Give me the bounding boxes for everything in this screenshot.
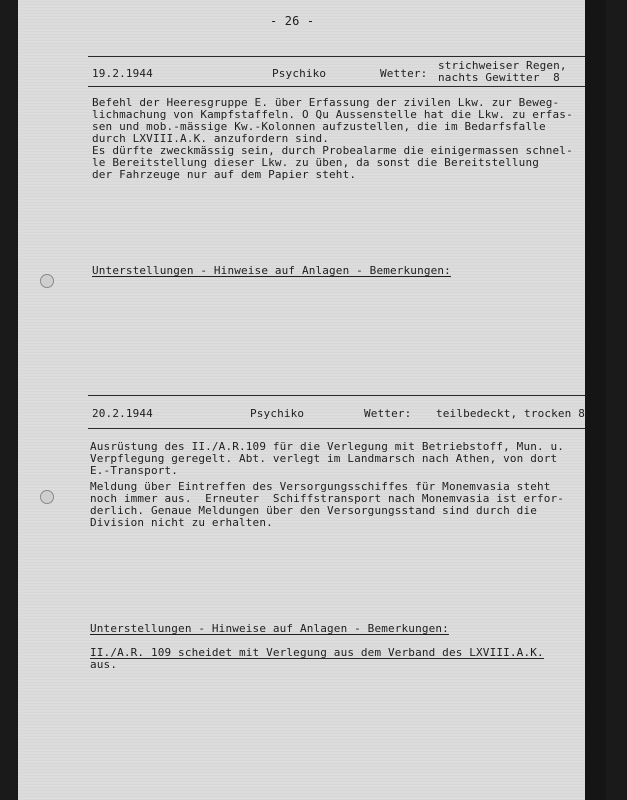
body-line: derlich. Genaue Meldungen über den Versorgungsstand sind durch die bbox=[90, 504, 537, 517]
body-line: Meldung über Eintreffen des Versorgungsschiffes für Monemvasia steht bbox=[90, 480, 551, 493]
entry-date: 19.2.1944 bbox=[92, 67, 153, 80]
weather-line: strichweiser Regen, bbox=[438, 59, 567, 72]
entry-top-rule bbox=[88, 56, 596, 57]
body-line: durch LXVIII.A.K. anzufordern sind. bbox=[92, 132, 330, 145]
entry-date: 20.2.1944 bbox=[92, 407, 153, 420]
body-line: noch immer aus. Erneuter Schiffstransport nach Monemvasia ist erfor- bbox=[90, 492, 565, 505]
entry-place: Psychiko bbox=[250, 407, 305, 420]
entry-place: Psychiko bbox=[272, 67, 327, 80]
body-line: Verpflegung geregelt. Abt. verlegt im Landmarsch nach Athen, von dort bbox=[90, 452, 558, 465]
remarks-line: aus. bbox=[90, 658, 118, 671]
entry-header-rule bbox=[88, 86, 596, 87]
document-page bbox=[18, 0, 606, 800]
weather-label: Wetter: bbox=[364, 407, 412, 420]
remarks-heading: Unterstellungen - Hinweise auf Anlagen - Bemerkungen: bbox=[92, 264, 451, 277]
body-line: le Bereitstellung dieser Lkw. zu üben, da sonst die Bereitstellung bbox=[92, 156, 539, 169]
scan-edge bbox=[585, 0, 606, 800]
punch-hole bbox=[40, 490, 54, 504]
body-line: sen und mob.-mässige Kw.-Kolonnen aufzustellen, die im Bedarfsfalle bbox=[92, 120, 546, 133]
weather-label: Wetter: bbox=[380, 67, 428, 80]
weather-line: teilbedeckt, trocken 8 bbox=[436, 407, 585, 420]
body-line: E.-Transport. bbox=[90, 464, 179, 477]
body-line: lichmachung von Kampfstaffeln. O Qu Aussenstelle hat die Lkw. zu erfas- bbox=[92, 108, 573, 121]
entry-top-rule bbox=[88, 395, 596, 396]
weather-line: nachts Gewitter 8 bbox=[438, 71, 560, 84]
punch-hole bbox=[40, 274, 54, 288]
remarks-heading: Unterstellungen - Hinweise auf Anlagen - Bemerkungen: bbox=[90, 622, 449, 635]
entry-header-rule bbox=[88, 428, 596, 429]
body-line: Division nicht zu erhalten. bbox=[90, 516, 273, 529]
body-line: der Fahrzeuge nur auf dem Papier steht. bbox=[92, 168, 357, 181]
body-line: Befehl der Heeresgruppe E. über Erfassung der zivilen Lkw. zur Beweg- bbox=[92, 96, 560, 109]
remarks-line: II./A.R. 109 scheidet mit Verlegung aus dem Verband des LXVIII.A.K. bbox=[90, 646, 544, 659]
page-number: - 26 - bbox=[270, 14, 315, 28]
body-line: Es dürfte zweckmässig sein, durch Probealarme die einigermassen schnel- bbox=[92, 144, 573, 157]
body-line: Ausrüstung des II./A.R.109 für die Verlegung mit Betriebstoff, Mun. u. bbox=[90, 440, 565, 453]
